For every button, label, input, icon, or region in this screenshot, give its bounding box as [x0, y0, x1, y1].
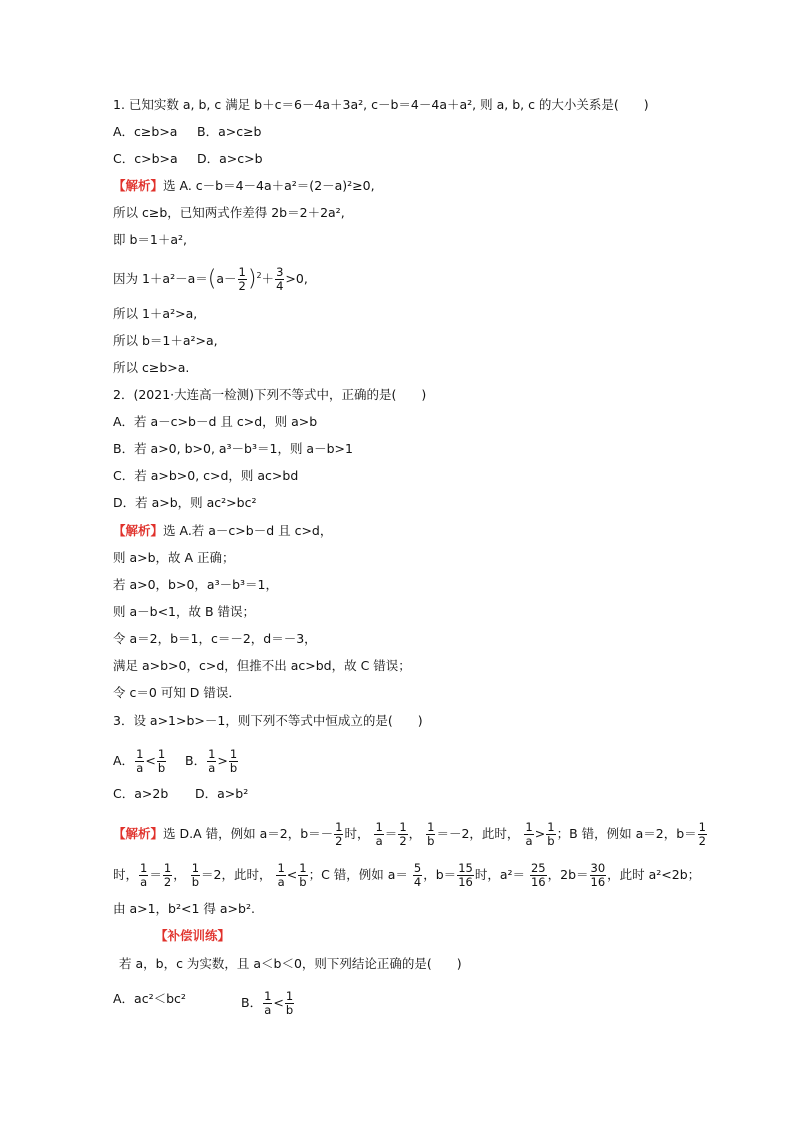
q2-solution-line-4: 则 a－b<1，故 B 错误；	[113, 604, 256, 619]
supp-option-a: A．ac²＜bc²	[113, 991, 186, 1006]
q2-stem: 2．(2021·大连高一检测)下列不等式中，正确的是( )	[113, 387, 427, 402]
q1-option-d: D．a>c>b	[197, 151, 263, 166]
q2-solution-line-2: 则 a>b，故 A 正确；	[113, 550, 235, 565]
q2-option-a: A．若 a－c>b－d 且 c>d，则 a>b	[113, 414, 318, 429]
q3-stem: 3．设 a>1>b>－1，则下列不等式中恒成立的是( )	[113, 713, 423, 728]
q1-solution-line-6: 所以 b＝1＋a²>a,	[113, 333, 218, 348]
q2-option-c: C．若 a>b>0, c>d，则 ac>bd	[113, 468, 299, 483]
supplementary-training-tag: 【补偿训练】	[155, 928, 231, 943]
q1-solution-line-1: 【解析】选 A. c－b＝4－4a＋a²＝(2－a)²≥0,	[113, 178, 375, 193]
fraction: $\frac{1}{2}$	[238, 265, 246, 293]
q3-solution-line-3: 由 a>1，b²<1 得 a>b².	[113, 901, 255, 916]
q3-option-b: B． $\frac{1}{a}$ > $\frac{1}{b}$	[185, 747, 238, 775]
q3-solution-line-2: 时， $\frac{1}{a}$ ＝ $\frac{1}{2}$ ， $\frac{1}{b}$ ＝2，此时， $\frac{1}{a}$ < $\frac{1}{b}$ ；C 错，例如 a＝ $\frac{5}{4}$ ，b＝ $\frac{15}{16}$ 时，a²＝ $\frac{25}{16}$ ，2b＝ $\frac{30}{16}$ ，此时 a²<2b；	[113, 861, 701, 889]
q2-option-d: D．若 a>b，则 ac²>bc²	[113, 495, 257, 510]
q3-option-d: D．a>b²	[195, 786, 249, 801]
q3-option-c: C．a>2b	[113, 786, 169, 801]
q1-solution-line-2: 所以 c≥b，已知两式作差得 2b＝2＋2a²,	[113, 205, 345, 220]
q1-solution-line-7: 所以 c≥b>a.	[113, 360, 190, 375]
q3-option-a: A． $\frac{1}{a}$ < $\frac{1}{b}$	[113, 747, 166, 775]
q1-solution-line-4: 因为 1＋a²－a＝(a－ $\frac{1}{2}$ )$^2$＋ $\frac{3}{4}$ >0,	[113, 265, 308, 293]
q2-solution-line-1: 【解析】选 A.若 a－c>b－d 且 c>d，	[113, 523, 333, 538]
fraction: $\frac{3}{4}$	[276, 265, 284, 293]
q1-solution-line-5: 所以 1＋a²>a,	[113, 306, 198, 321]
q1-option-b: B．a>c≥b	[197, 124, 262, 139]
supp-stem: 若 a，b，c 为实数，且 a＜b＜0，则下列结论正确的是( )	[119, 956, 462, 971]
q2-option-b: B．若 a>0, b>0, a³－b³＝1，则 a－b>1	[113, 441, 353, 456]
q1-option-a: A．c≥b>a	[113, 124, 178, 139]
analysis-tag: 【解析】	[113, 523, 164, 538]
q1-solution-line-3: 即 b＝1＋a²,	[113, 232, 188, 247]
q3-solution-line-1: 【解析】选 D.A 错，例如 a＝2，b＝－ $\frac{1}{2}$ 时， $\frac{1}{a}$ ＝ $\frac{1}{2}$ ， $\frac{1}{b}$ ＝－2，此时， $\frac{1}{a}$ > $\frac{1}{b}$ ；B 错，例如 a＝2，b＝ $\frac{1}{2}$	[113, 820, 706, 848]
q2-solution-line-6: 满足 a>b>0，c>d，但推不出 ac>bd，故 C 错误；	[113, 658, 411, 673]
q1-option-c: C．c>b>a	[113, 151, 178, 166]
q2-solution-line-5: 令 a＝2，b＝1，c＝－2，d＝－3，	[113, 631, 317, 646]
analysis-tag: 【解析】	[113, 178, 164, 193]
analysis-tag: 【解析】	[113, 826, 164, 841]
q2-solution-line-7: 令 c＝0 可知 D 错误．	[113, 685, 241, 700]
q1-stem: 1. 已知实数 a, b, c 满足 b＋c＝6－4a＋3a², c－b＝4－4a＋a², 则 a, b, c 的大小关系是( )	[113, 97, 649, 112]
supp-option-b: B． $\frac{1}{a}$ < $\frac{1}{b}$	[241, 989, 294, 1017]
q2-solution-line-3: 若 a>0，b>0，a³－b³＝1，	[113, 577, 278, 592]
